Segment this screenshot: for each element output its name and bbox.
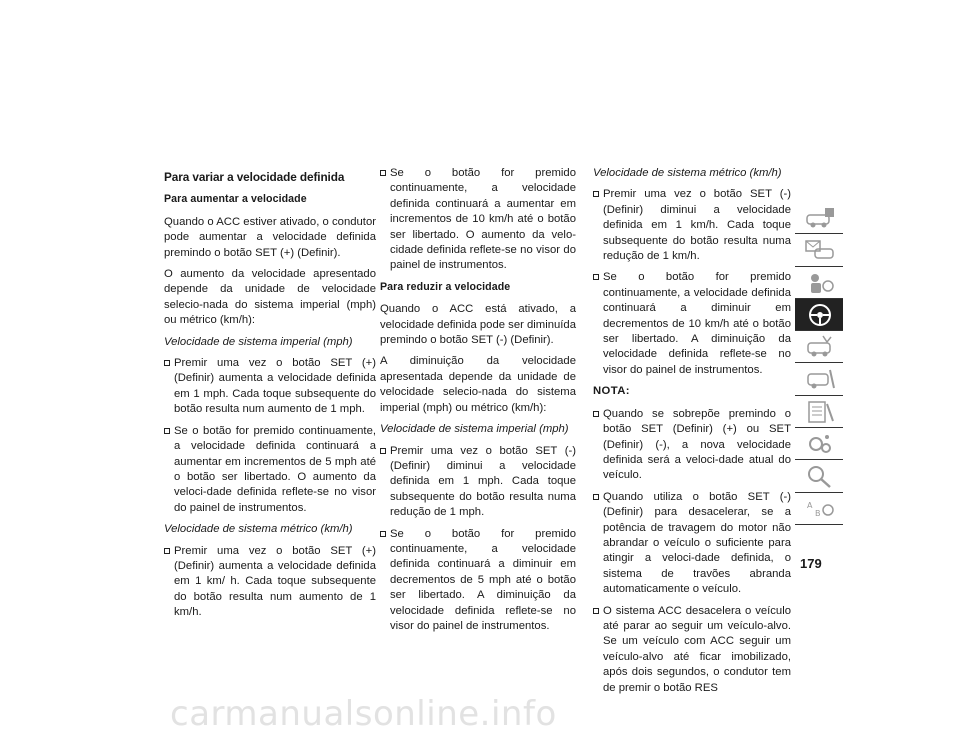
italic-subheading: Velocidade de sistema imperial (mph): [164, 335, 353, 348]
bullet-item: Quando utiliza o botão SET (-) (Definir) para desacelerar, se a potência de travagem do motor não abrandar o veículo o suficiente para atingir a veloci-dade definida, o sistema de travões abranda automaticamente o veículo.: [593, 490, 791, 598]
bullet-item: Se o botão for premido continuamente, a velocidade definida continuará a diminuir em decrementos de 5 mph até o botão ser libertado. A diminuição da velocidade definida reflete-se no visor do painel de instrumentos.: [380, 527, 576, 635]
search-icon: [803, 463, 837, 489]
car-crash-icon: [803, 334, 837, 360]
page-number: 179: [800, 556, 822, 571]
paragraph: A diminuição da velocidade apresentada depende da unidade de velocidade selecio-nada do sistema imperial (mph) ou métrico (km/h):: [380, 355, 576, 414]
bullet-item: Se o botão for premido continuamente, a velocidade definida continuará a aumentar em incrementos de 10 km/h até o botão ser libertado. O aumento da velo-cidade definida reflete-se no visor do painel de instrumentos.: [380, 166, 576, 274]
bullet-item: Se o botão for premido continuamente, a velocidade definida continuará a diminuir em decrementos de 10 km/h até o botão ser libertado. A diminuição da velocidade definida reflete-se no visor do painel de instrumentos.: [593, 270, 791, 378]
bullet-item: Premir uma vez o botão SET (-) (Definir) diminui a velocidade definida em 1 mph. Cada toque subsequente do botão resulta numa redução de 1 mph.: [380, 444, 576, 521]
tab-car-message[interactable]: [795, 234, 843, 266]
bullet-item: Se o botão for premido continuamente, a velocidade definida continuará a aumentar em incrementos de 5 mph até o botão ser libertado. O aumento da veloci-dade definida reflete-se no visor do painel de instrumentos.: [164, 424, 376, 516]
tab-index[interactable]: [795, 493, 843, 525]
tab-car-service[interactable]: [795, 363, 843, 395]
subheading-decrease: Para reduzir a velocidade: [380, 280, 511, 293]
tab-car-info[interactable]: [795, 202, 843, 234]
italic-subheading: Velocidade de sistema métrico (km/h): [164, 523, 353, 536]
column-3: [593, 166, 791, 702]
subheading-increase: Para aumentar a velocidade: [164, 193, 307, 206]
car-info-icon: [803, 205, 837, 231]
paragraph: Quando o ACC está ativado, a velocidade definida pode ser diminuída premindo o botão SET (-) (Definir).: [380, 303, 576, 347]
tab-car-safety[interactable]: [795, 267, 843, 299]
bullet-item: Premir uma vez o botão SET (+) (Definir) aumenta a velocidade definida em 1 km/ h. Cada toque subsequente do botão resulta num aumento de 1 km/h.: [164, 544, 376, 621]
steering-wheel-icon: [803, 302, 837, 328]
car-service-icon: [803, 366, 837, 392]
italic-subheading: Velocidade de sistema imperial (mph): [380, 423, 569, 436]
column-1: [164, 166, 376, 627]
note-heading: NOTA:: [593, 385, 630, 398]
bullet-item: Premir uma vez o botão SET (-) (Definir) diminui a velocidade definida em 1 km/h. Cada toque subsequente do botão resulta numa redução de 1 km/h.: [593, 187, 791, 264]
maintenance-list-icon: [803, 399, 837, 425]
tab-car-crash[interactable]: [795, 331, 843, 363]
svg-text:B: B: [815, 508, 821, 518]
tab-specs[interactable]: [795, 428, 843, 460]
section-heading: Para variar a velocidade definida: [164, 170, 345, 184]
tab-steering[interactable]: [795, 299, 843, 331]
specs-icon: [803, 431, 837, 457]
car-safety-icon: [803, 270, 837, 296]
italic-subheading: Velocidade de sistema métrico (km/h): [593, 167, 782, 179]
svg-text:A: A: [807, 500, 813, 510]
paragraph: O aumento da velocidade apresentado depende da unidade de velocidade selecio-nada do sistema imperial (mph) ou métrico (km/h):: [164, 268, 376, 327]
car-message-icon: [803, 237, 837, 263]
bullet-item: O sistema ACC desacelera o veículo até parar ao seguir um veículo-alvo. Se um veículo com ACC seguir um veículo-alvo até ficar imobilizado, após dois segundos, o condutor tem de premir o botão RES: [593, 604, 791, 696]
watermark: carmanualsonline.info: [170, 694, 557, 734]
paragraph: Quando o ACC estiver ativado, o condutor pode aumentar a velocidade definida premindo o botão SET (+) (Definir).: [164, 215, 376, 259]
index-icon: [803, 496, 837, 522]
tab-maintenance-list[interactable]: [795, 396, 843, 428]
chapter-tabs: [795, 202, 843, 525]
bullet-item: Quando se sobrepõe premindo o botão SET (Definir) (+) ou SET (Definir) (-), a nova velocidade definida será a veloci-dade atual do veículo.: [593, 407, 791, 484]
bullet-item: Premir uma vez o botão SET (+) (Definir) aumenta a velocidade definida em 1 mph. Cada toque subsequente do botão resulta num aumento de 1 mph.: [164, 356, 376, 418]
tab-search[interactable]: [795, 460, 843, 492]
column-2: [380, 166, 576, 640]
